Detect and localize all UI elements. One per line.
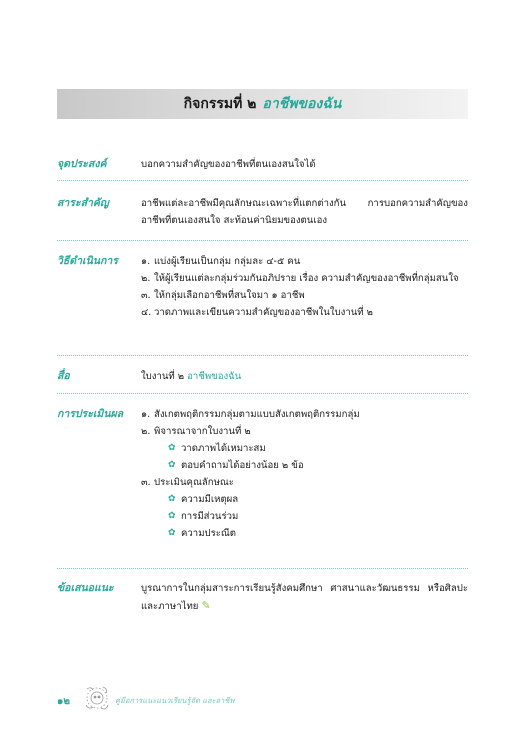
procedure-step (141, 270, 468, 287)
activity-title-banner (57, 89, 468, 119)
procedure-step (141, 287, 468, 304)
concept-section (57, 195, 468, 231)
concept-label: สาระสำคัญ (57, 197, 109, 209)
footer-title: คู่มือการแนะแนวเรียนรู้จัด และอาชีพ (115, 696, 235, 705)
suggestion-section (57, 580, 468, 616)
criteria-list (168, 440, 468, 474)
step-number: ๒. (141, 273, 151, 284)
page-footer (57, 691, 357, 709)
procedure-step (141, 253, 468, 270)
media-label: สื่อ (57, 370, 70, 382)
item-number: ๒. (141, 426, 151, 437)
evaluation-section (57, 406, 468, 566)
pencil-icon: ✎ (201, 599, 211, 612)
worksheet-number: ใบงานที่ ๒ (141, 371, 185, 382)
item-number: ๓. (141, 477, 151, 488)
suggestion-text: บูรณาการในกลุ่มสาระการเรียนรู้สังคมศึกษา ศาสนาและวัฒนธรรม หรือศิลปะ และภาษาไทย (141, 583, 468, 612)
activity-number: กิจกรรมที่ ๒ (183, 96, 257, 112)
media-section (57, 368, 468, 386)
flower-bullet-icon: ✿ (168, 528, 176, 538)
step-number: ๔. (141, 307, 152, 318)
divider (57, 240, 468, 241)
step-text: แบ่งผู้เรียนเป็นกลุ่ม กลุ่มละ ๔-๕ คน (154, 256, 301, 267)
divider (57, 180, 468, 181)
criteria-list (168, 491, 468, 542)
procedure-steps (141, 253, 468, 321)
page-number: ๑๒ (57, 696, 70, 707)
worksheet-name: อาชีพของฉัน (187, 371, 242, 382)
divider (57, 393, 468, 394)
flower-bullet-icon: ✿ (168, 511, 176, 521)
step-text: ให้กลุ่มเลือกอาชีพที่สนใจมา ๑ อาชีพ (154, 290, 305, 301)
item-number: ๑. (141, 409, 151, 420)
concept-text: อาชีพแต่ละอาชีพมีคุณลักษณะเฉพาะที่แตกต่างกัน การบอกความสำคัญของอาชีพที่ตนเองสนใจ สะท้อนค่านิยมของตนเอง (141, 198, 468, 226)
evaluation-items (141, 406, 468, 542)
evaluation-item (141, 423, 468, 474)
item-text: พิจารณาจากใบงานที่ ๒ (154, 426, 251, 437)
procedure-label: วิธีดำเนินการ (57, 255, 118, 267)
criteria-item: ✿ วาดภาพได้เหมาะสม (168, 440, 468, 457)
evaluation-item (141, 474, 468, 542)
criteria-item: ✿ ตอบคำถามได้อย่างน้อย ๒ ข้อ (168, 457, 468, 474)
item-text: สังเกตพฤติกรรมกลุ่มตามแบบสังเกตพฤติกรรมกลุ่ม (154, 409, 360, 420)
divider (57, 568, 468, 569)
procedure-section (57, 253, 468, 343)
item-text: ประเมินคุณลักษณะ (154, 477, 234, 488)
step-number: ๑. (141, 256, 151, 267)
criteria-item: ✿ ความมีเหตุผล (168, 491, 468, 508)
flower-bullet-icon: ✿ (168, 494, 176, 504)
flower-bullet-icon: ✿ (168, 460, 176, 470)
doodle-decoration-icon (81, 683, 113, 716)
criteria-item: ✿ การมีส่วนร่วม (168, 508, 468, 525)
criteria-item: ✿ ความประณีต (168, 525, 468, 542)
evaluation-label: การประเมินผล (57, 408, 124, 420)
step-number: ๓. (141, 290, 151, 301)
objective-text: บอกความสำคัญของอาชีพที่ตนเองสนใจได้ (141, 159, 316, 170)
evaluation-item (141, 406, 468, 423)
objective-section (57, 156, 468, 174)
step-text: วาดภาพและเขียนความสำคัญของอาชีพในใบงานที่ ๒ (154, 307, 373, 318)
procedure-step (141, 304, 468, 321)
divider (57, 355, 468, 356)
step-text: ให้ผู้เรียนแต่ละกลุ่มร่วมกันอภิปราย เรื่อง ความสำคัญของอาชีพที่กลุ่มสนใจ (154, 273, 459, 284)
flower-bullet-icon: ✿ (168, 443, 176, 453)
activity-name: อาชีพของฉัน (262, 96, 342, 112)
suggestion-label: ข้อเสนอแนะ (57, 582, 114, 594)
objective-label: จุดประสงค์ (57, 158, 107, 170)
